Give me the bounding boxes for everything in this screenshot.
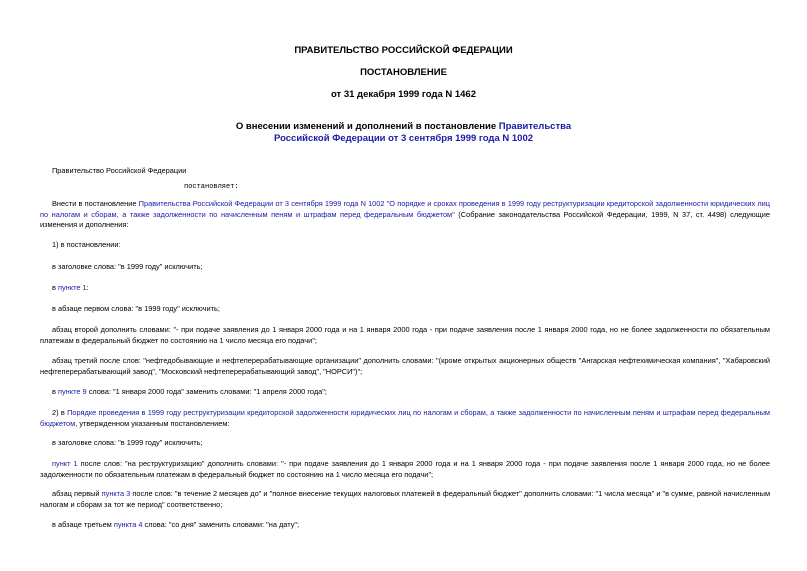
- subject-line-1: [0, 121, 807, 133]
- item-point-9-text-1: в: [52, 387, 58, 396]
- item-second-paragraph: абзац второй дополнить словами: "- при подаче заявления до 1 января 2000 года и на 1 января 2000 года - при подаче заявления после 1 января 2000 года, но не более задолженности по обязательным платежам в федеральный бюджет по состоянию на 1 число месяца его подачи";: [40, 325, 770, 345]
- item-point-1: [40, 283, 770, 294]
- org-title: ПРАВИТЕЛЬСТВО РОССИЙСКОЙ ФЕДЕРАЦИИ: [294, 45, 513, 56]
- item-procedure-point-4: [40, 520, 770, 531]
- item-third-paragraph: абзац третий после слов: "нефтедобывающие и нефтеперерабатывающие организации" дополнить словами: "(кроме открытых акционерных обществ "Ангарская нефтехимическая компания", "Хабаровский нефтеперерабатывающий завод", "Московский нефтеперерабатывающий завод", "НОРСИ")";: [40, 356, 770, 376]
- procedure-link[interactable]: Порядке проведения в 1999 году реструктуризации кредиторской задолженности юридических лиц по налогам и сборам, а также задолженности по начисленным пеням и штрафам перед федеральным бюджетом: [40, 408, 770, 428]
- item-point-1-colon: :: [86, 283, 89, 292]
- item-2-text-1: 2) в: [52, 408, 68, 417]
- item-first-paragraph: в абзаце первом слова: "в 1999 году" исключить;: [52, 304, 220, 313]
- point-1-link[interactable]: пункте 1: [57, 283, 87, 292]
- item-heading-words: в заголовке слова: "в 1999 году" исключить;: [52, 262, 203, 271]
- main-text-2: (Собрание законодательства Российской Федерации, 1999, N 37, ст. 4498) следующие изменения и дополнения:: [40, 209, 770, 229]
- item-procedure-point-4-text-1: в абзаце третьем: [52, 520, 114, 529]
- procedure-point-1-link[interactable]: пункт 1: [52, 459, 78, 468]
- issuer-text: Правительство Российской Федерации: [52, 166, 187, 175]
- doc-type-title: ПОСТАНОВЛЕНИЕ: [360, 67, 447, 78]
- main-paragraph: [40, 199, 770, 231]
- item-point-9-text-2: слова: "1 января 2000 года" заменить словами: "1 апреля 2000 года";: [86, 387, 327, 396]
- subject-text: О внесении изменений и дополнений в постановление: [235, 121, 499, 132]
- item-2: [40, 408, 770, 429]
- decree-word: постановляет:: [184, 183, 239, 191]
- subject-line-2: [0, 133, 807, 145]
- item-procedure-point-3: [40, 489, 770, 510]
- item-procedure-point-1: [40, 459, 770, 480]
- item-procedure-point-4-text-2: слова: "со дня" заменить словами: "на дату";: [142, 520, 300, 529]
- decree-1002-link[interactable]: Правительства Российской Федерации от 3 сентября 1999 года N 1002 "О порядке и сроках проведения в 1999 году реструктуризации кредиторской задолженности юридических лиц по налогам и сборам, а также задолженности по начисленным пеням и штрафам перед федеральным бюджетом": [40, 199, 771, 219]
- procedure-point-4-link[interactable]: пункта 4: [113, 520, 143, 529]
- date-line: от 31 декабря 1999 года N 1462: [330, 89, 476, 100]
- procedure-point-3-link[interactable]: пункта 3: [101, 489, 131, 498]
- item-point-9: [40, 387, 770, 398]
- item-1: 1) в постановлении:: [52, 240, 121, 249]
- item-point-1-text: в: [52, 283, 58, 292]
- item-procedure-point-3-text-1: абзац первый: [52, 489, 102, 498]
- item-procedure-heading: в заголовке слова: "в 1999 году" исключить;: [52, 438, 203, 447]
- item-2-text-2: , утвержденном указанным постановлением:: [75, 418, 230, 428]
- main-text-1: Внести в постановление: [52, 199, 139, 208]
- item-procedure-point-3-text-2: после слов: "в течение 2 месяцев до" и "полное внесение текущих налоговых платежей в федеральный бюджет" дополнить словами: "1 числа месяца" и "в сумме, равной начисленным налогам и сборам за тот же период" соответственно;: [40, 489, 771, 509]
- subject-link-part1[interactable]: Правительства: [498, 121, 572, 132]
- subject-link-part2[interactable]: Российской Федерации от 3 сентября 1999 года N 1002: [273, 133, 534, 144]
- item-procedure-point-1-text: после слов: "на реструктуризацию" дополнить словами: "- при подаче заявления до 1 января 2000 года и на 1 января 2000 года - при подаче заявления после 1 января 2000 года, но не более задолженности по обязательным платежам в федеральный бюджет по состоянию на 1 число месяца его подачи";: [40, 459, 770, 479]
- point-9-link[interactable]: пункте 9: [57, 387, 87, 396]
